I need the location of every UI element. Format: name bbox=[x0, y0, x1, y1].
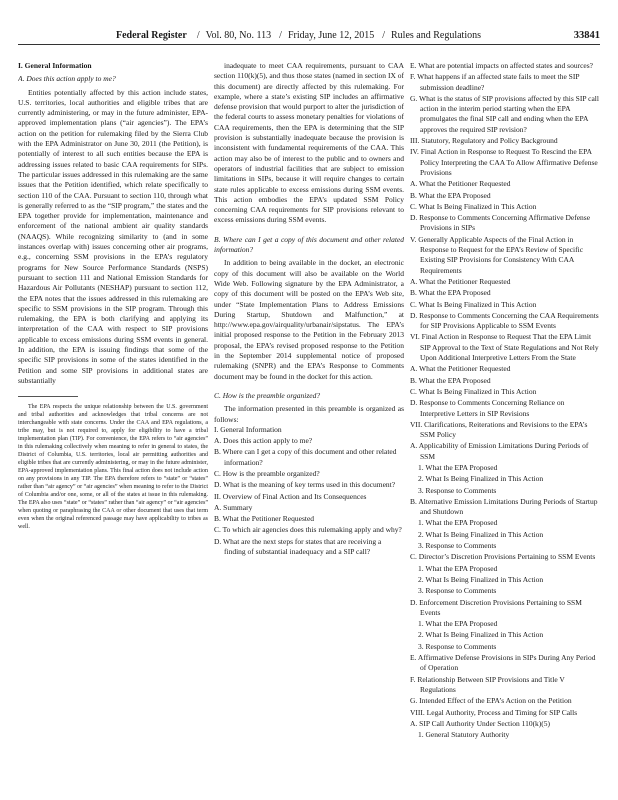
toc-item: 2. What Is Being Finalized in This Action bbox=[418, 574, 544, 584]
toc-item: D. Response to Comments Concerning Reliance on Interpretive Letters in SIP Revisions bbox=[410, 398, 565, 418]
toc-item: B. Where can I get a copy of this document and other related information? bbox=[214, 447, 397, 467]
table-of-contents bbox=[410, 61, 600, 740]
section-heading: I. General Information bbox=[18, 61, 92, 70]
toc-item: C. How is the preamble organized? bbox=[214, 468, 320, 478]
subsection-heading: C. How is the preamble organized? bbox=[214, 390, 321, 400]
toc-item: III. Statutory, Regulatory and Policy Background bbox=[410, 136, 558, 146]
column-1 bbox=[18, 61, 208, 791]
toc-item: A. Applicability of Emission Limitations During Periods of SSM bbox=[410, 441, 589, 461]
body-paragraph: The information presented in this preamble is organized as follows: bbox=[214, 404, 404, 424]
footnote-rule bbox=[18, 396, 78, 397]
toc-item: A. What the Petitioner Requested bbox=[410, 276, 511, 286]
toc-item: 1. What the EPA Proposed bbox=[418, 563, 498, 573]
toc-item: VII. Clarifications, Reiterations and Revisions to the EPA’s SSM Policy bbox=[410, 419, 588, 440]
toc-item: D. Enforcement Discretion Provisions Pertaining to SSM Events bbox=[410, 597, 582, 617]
toc-item: D. Response to Comments Concerning the CAA Requirements for SIP Provisions Applicable to SSM Events bbox=[410, 310, 599, 331]
toc-item: 3. Response to Comments bbox=[418, 586, 497, 596]
toc-item: G. Intended Effect of the EPA’s Action on the Petition bbox=[410, 696, 572, 706]
toc-item: V. Generally Applicable Aspects of the Final Action in Response to Request for the EPA’s Review of Specific Existing SIP Provisions for Consistency With CAA Requirements bbox=[410, 234, 584, 275]
header-separator: / bbox=[279, 30, 282, 41]
toc-item: II. Overview of Final Action and Its Consequences bbox=[214, 491, 367, 501]
toc-item: F. Relationship Between SIP Provisions and Title V Regulations bbox=[410, 674, 565, 694]
toc-item: 3. Response to Comments bbox=[418, 541, 497, 551]
column-3 bbox=[410, 61, 600, 791]
toc-item: A. Does this action apply to me? bbox=[214, 436, 313, 446]
toc-item: B. Alternative Emission Limitations During Periods of Startup and Shutdown bbox=[410, 496, 598, 517]
toc-item: 1. What the EPA Proposed bbox=[418, 518, 498, 528]
toc-item: C. What Is Being Finalized in This Action bbox=[410, 299, 537, 309]
toc-item: B. What the EPA Proposed bbox=[410, 375, 491, 385]
toc-item: F. What happens if an affected state fails to meet the SIP submission deadline? bbox=[410, 72, 580, 92]
column-2 bbox=[214, 61, 404, 791]
toc-item: C. What Is Being Finalized in This Action bbox=[410, 386, 537, 396]
subsection-heading: A. Does this action apply to me? bbox=[18, 74, 116, 84]
toc-item: A. Summary bbox=[214, 502, 253, 512]
page-number: 33841 bbox=[573, 30, 600, 41]
text-columns bbox=[18, 61, 600, 791]
page-header bbox=[18, 30, 600, 45]
toc-item: 3. Response to Comments bbox=[418, 641, 497, 651]
toc-item: E. Affirmative Defense Provisions in SIPs During Any Period of Operation bbox=[410, 653, 596, 673]
publication-date: Friday, June 12, 2015 bbox=[287, 30, 375, 41]
header-separator: / bbox=[196, 30, 200, 41]
toc-item: A. What the Petitioner Requested bbox=[410, 179, 511, 189]
toc-item: E. What are potential impacts on affected states and sources? bbox=[410, 61, 593, 70]
toc-item: G. What is the status of SIP provisions affected by this SIP call action in the interim period starting when the EPA promulgates the final SIP call and ending when the EPA approves the required SIP revision? bbox=[410, 93, 599, 134]
toc-item: B. What the Petitioner Requested bbox=[214, 514, 315, 524]
toc-item: B. What the EPA Proposed bbox=[410, 288, 491, 298]
toc-item: C. What Is Being Finalized in This Action bbox=[410, 201, 537, 211]
body-paragraph: Entities potentially affected by this action include states, U.S. territories, local authorities and eligible tribes that are currently administering, or may in the future administer, EPA-approved implementation plans (“air agencies”). The EPA’s action on the petition for rulemaking filed by the Sierra Club with the EPA Administrator on June 30, 2011 (the Petition), is potentially of interest to all such entities because the EPA is addressing issues related to basic CAA requirements for SIPs. The particular issues addressed in this rulemaking are the same issues that the Petition identified, which relate specifically to section 110 of the CAA. Pursuant to section 110, through what is generally referred to as the “SIP program,” the states and the EPA together provide for implementation, maintenance and enforcement of the national ambient air quality standards (NAAQS). While recognizing similarity to (and in some instances overlap with) issues concerning other air programs, e.g., concerning SSM provisions in the EPA’s regulatory programs for New Source Performance Standards (NSPS) pursuant to section 111 and National Emission Standards for Hazardous Air Pollutants (NESHAP) pursuant to section 112, the EPA notes that the issues addressed in this rulemaking are specific to SSM provisions in the SIP program. Through this rulemaking, the EPA is both clarifying and applying its interpretation of the CAA with respect to SIP provisions applicable to excess emissions during SSM events in general. In addition, the EPA is issuing findings that some of the specific SIP provisions in some of the states identified in the Petition and some SIP provisions in additional states are substantially bbox=[18, 87, 208, 385]
toc-item: C. To which air agencies does this rulemaking apply and why? bbox=[214, 525, 402, 535]
toc-item: C. Director’s Discretion Provisions Pertaining to SSM Events bbox=[410, 552, 596, 562]
toc-item: VIII. Legal Authority, Process and Timing for SIP Calls bbox=[410, 707, 578, 717]
toc-item: A. What the Petitioner Requested bbox=[410, 364, 511, 374]
toc-item: 2. What Is Being Finalized in This Action bbox=[418, 474, 544, 484]
toc-item: B. What the EPA Proposed bbox=[410, 190, 491, 200]
toc-item: 3. Response to Comments bbox=[418, 485, 497, 495]
footnote: The EPA respects the unique relationship between the U.S. government and tribal authorities and acknowledges that tribal concerns are not interchangeable with state concerns. Under the CAA and EPA regulations, a tribe may, but is not required to, apply for eligibility to have a tribal implementation plan (TIP). For convenience, the EPA refers to “air agencies” in this rulemaking collectively when meaning to refer in general to states, the District of Columbia, U.S. territories, local air permitting authorities and eligible tribes that are currently administering, or may in the future administer, EPA-approved implementation plans. This final action does not include action on any provisions in any TIP. The EPA therefore refers to “state” or “states” rather than “air agency” or “air agencies” when meaning to refer to the District of Columbia and/or one, some, or all of the states at issue in this rulemaking. The EPA also uses “state” or “states” rather than “air agency” or “air agencies” when quoting or paraphrasing the CAA or other document that uses that term even when the original referenced passage may have applicability to tribes as well. bbox=[18, 404, 208, 531]
subsection-heading: B. Where can I get a copy of this document and other related information? bbox=[214, 234, 404, 255]
toc-item: D. What is the meaning of key terms used in this document? bbox=[214, 480, 396, 490]
toc-item: 2. What Is Being Finalized in This Action bbox=[418, 630, 544, 640]
volume-number: Vol. 80, No. 113 bbox=[205, 30, 272, 41]
toc-item: D. What are the next steps for states that are receiving a finding of substantial inadequacy and a SIP call? bbox=[214, 536, 382, 557]
toc-item: 2. What Is Being Finalized in This Action bbox=[418, 529, 544, 539]
header-separator: / bbox=[382, 30, 386, 41]
publication-name: Federal Register bbox=[116, 30, 187, 41]
toc-item: 1. What the EPA Proposed bbox=[418, 462, 498, 472]
table-of-contents bbox=[214, 425, 404, 558]
body-paragraph: In addition to being available in the docket, an electronic copy of this document will also be available on the World Wide Web. Following signature by the EPA Administrator, a copy of this document will be posted on the EPA’s Web site, under “State Implementation Plans to Address Emissions During Startup, Shutdown and Malfunction,” at http://www.epa.gov/airquality/urbanair/sipstatus. The EPA’s initial proposed response to the Petition in the February 2013 proposal, the EPA’s revised proposed response to the Petition in the September 2014 supplemental notice of proposed rulemaking (SNPR) and the EPA’s Response to Comments document may be found in the docket for this action. bbox=[214, 258, 404, 381]
toc-item: 1. General Statutory Authority bbox=[418, 730, 510, 740]
toc-item: A. SIP Call Authority Under Section 110(k)(5) bbox=[410, 718, 551, 728]
toc-item: VI. Final Action in Response to Request That the EPA Limit SIP Approval to the Text of State Regulations and Not Rely Upon Additional Interpretive Letters From the State bbox=[410, 332, 599, 363]
document-section: Rules and Regulations bbox=[391, 30, 482, 41]
toc-item: D. Response to Comments Concerning Affirmative Defense Provisions in SIPs bbox=[410, 213, 591, 233]
toc-item: IV. Final Action in Response to Request To Rescind the EPA Policy Interpreting the CAA To Allow Affirmative Defense Provisions bbox=[410, 147, 598, 177]
toc-item: 1. What the EPA Proposed bbox=[418, 619, 498, 629]
toc-item: I. General Information bbox=[214, 424, 282, 434]
body-paragraph: inadequate to meet CAA requirements, pursuant to CAA section 110(k)(5), and thus those states (named in section IX of this document) are directly affected by this rulemaking. For example, where a state’s existing SIP includes an affirmative defense provision that would purport to alter the jurisdiction of the federal courts to assess monetary penalties for violations of CAA requirements, then the EPA is determining that the SIP provision is substantially inadequate because the provision is inconsistent with fundamental requirements of the CAA. This action may also be of interest to the public and to owners and operators of industrial facilities that are subject to emission limitations in SIPs, because it will require changes to certain state rules applicable to excess emissions during SSM events. This action embodies the EPA’s updated SSM Policy concerning CAA requirements for SIP provisions relevant to excess emissions during SSM events. bbox=[214, 61, 404, 225]
